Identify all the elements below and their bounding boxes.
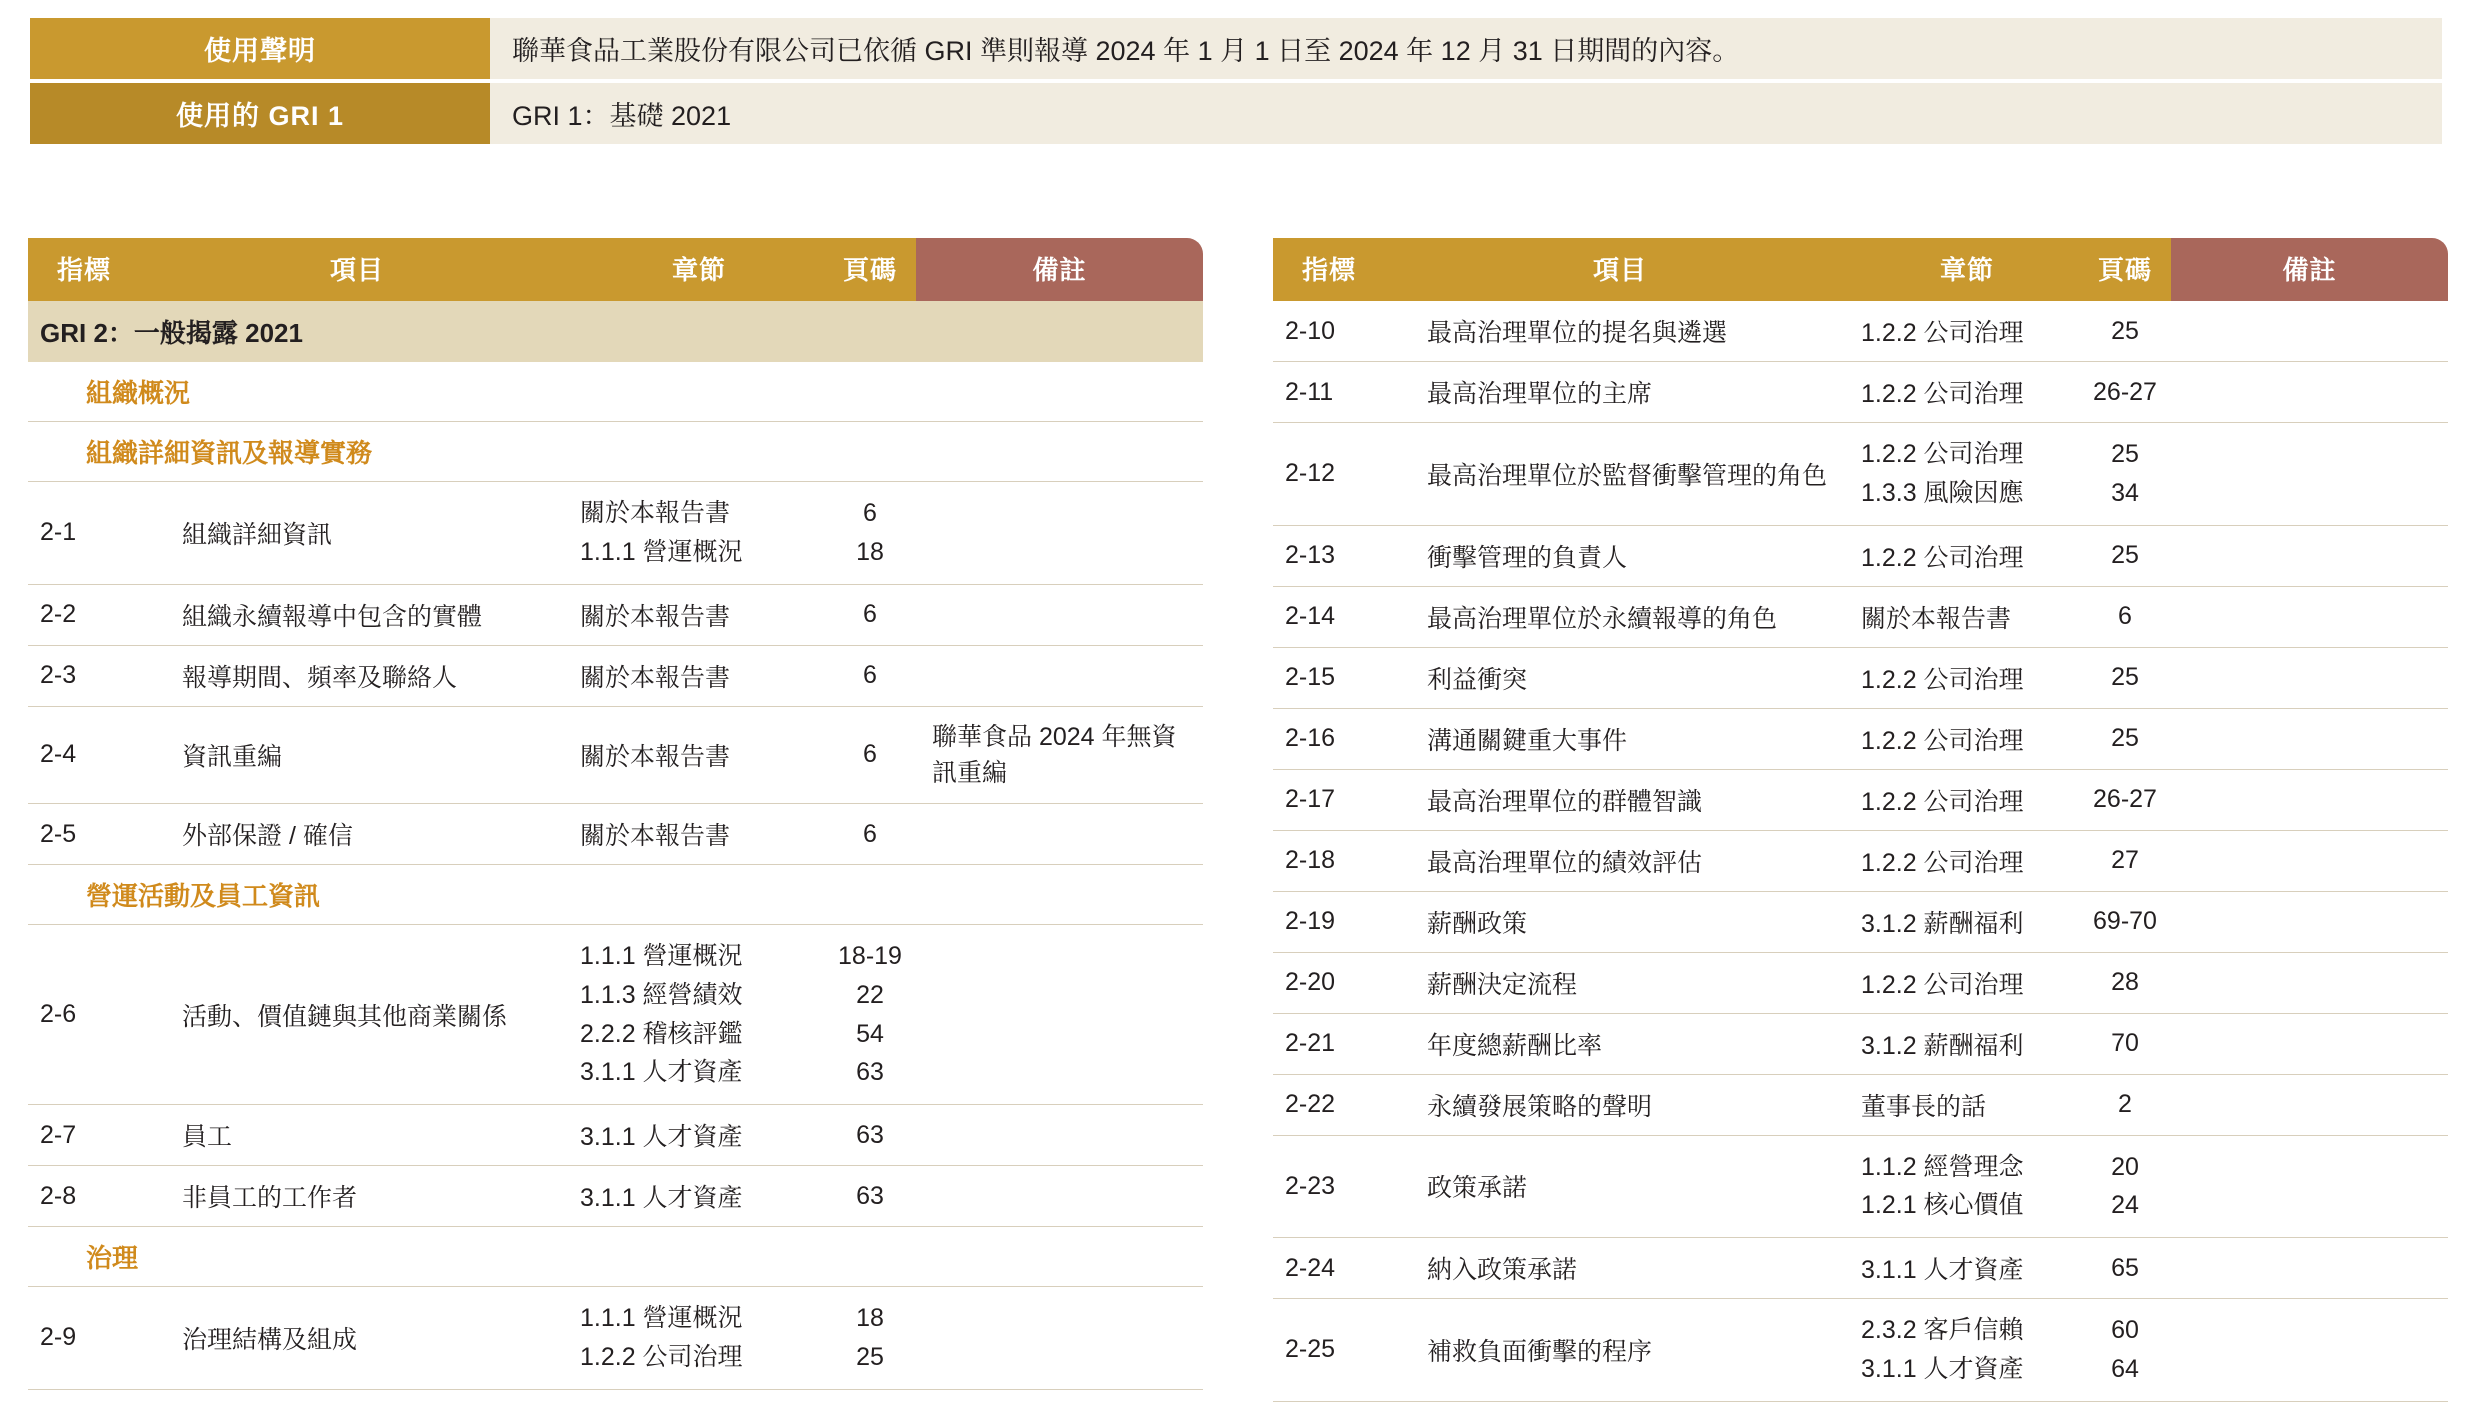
- cell-item: 政策承諾: [1385, 1135, 1855, 1238]
- cell-page: [824, 482, 916, 585]
- cell-item: 利益衝突: [1385, 647, 1855, 708]
- page-line: 54: [856, 1019, 884, 1048]
- cell-item: 組織詳細資訊: [140, 482, 574, 585]
- chapter-line: 3.1.1 人才資產: [580, 1058, 743, 1087]
- table-row: [1273, 1013, 2448, 1074]
- cell-page: 26-27: [2079, 769, 2171, 830]
- cell-chapter: 關於本報告書: [574, 645, 824, 706]
- table-row: [1273, 891, 2448, 952]
- statement-value-gri1: GRI 1：基礎 2021: [490, 83, 2442, 144]
- table-row: [1273, 423, 2448, 526]
- cell-indicator: 2-3: [28, 645, 140, 706]
- cell-item: 最高治理單位的群體智識: [1385, 769, 1855, 830]
- cell-remark: [2171, 1135, 2448, 1238]
- cell-remark: [2171, 301, 2448, 362]
- cell-remark: [2171, 830, 2448, 891]
- page-line: 18: [856, 1304, 884, 1332]
- cell-chapter: 3.1.1 人才資產: [574, 1166, 824, 1227]
- cell-page: 6: [824, 804, 916, 865]
- cell-page: 63: [824, 1166, 916, 1227]
- chapter-line: 關於本報告書: [580, 499, 731, 527]
- cell-indicator: 2-25: [1273, 1299, 1385, 1402]
- page-line: 6: [863, 499, 877, 527]
- cell-page: 25: [2079, 525, 2171, 586]
- page-line: 64: [2111, 1354, 2139, 1383]
- header-page: 頁碼: [2079, 238, 2171, 301]
- cell-indicator: 2-18: [1273, 830, 1385, 891]
- cell-chapter: 關於本報告書: [1855, 586, 2079, 647]
- gri-table-right: [1273, 238, 2448, 1402]
- table-row: [28, 1105, 1203, 1166]
- cell-page: 28: [2079, 952, 2171, 1013]
- cell-indicator: 2-15: [1273, 647, 1385, 708]
- subheading-label: 營運活動及員工資訊: [28, 865, 1203, 925]
- cell-indicator: 2-13: [1273, 525, 1385, 586]
- cell-item: 納入政策承諾: [1385, 1238, 1855, 1299]
- cell-item: 衝擊管理的負責人: [1385, 525, 1855, 586]
- table-row: [1273, 1074, 2448, 1135]
- cell-remark: [916, 1287, 1203, 1390]
- cell-page: 63: [824, 1105, 916, 1166]
- statement-label-gri1: 使用的 GRI 1: [30, 83, 490, 144]
- header-item: 項目: [1385, 238, 1855, 301]
- subheading-row: [28, 362, 1203, 422]
- table-row: [1273, 301, 2448, 362]
- cell-chapter: 1.2.2 公司治理: [1855, 647, 2079, 708]
- header-remark: 備註: [2171, 238, 2448, 301]
- cell-chapter: [1855, 423, 2079, 526]
- cell-chapter: [574, 482, 824, 585]
- table-row: [28, 482, 1203, 585]
- cell-chapter: 1.2.2 公司治理: [1855, 769, 2079, 830]
- cell-page: [2079, 1135, 2171, 1238]
- header-chapter: 章節: [574, 238, 824, 301]
- table-row: [28, 645, 1203, 706]
- cell-chapter: 3.1.1 人才資產: [1855, 1238, 2079, 1299]
- cell-chapter: 3.1.2 薪酬福利: [1855, 1013, 2079, 1074]
- page-line: 34: [2111, 478, 2139, 507]
- cell-page: 25: [2079, 708, 2171, 769]
- table-row: [1273, 952, 2448, 1013]
- cell-remark: [916, 925, 1203, 1105]
- cell-indicator: 2-9: [28, 1287, 140, 1390]
- table-header-row: [1273, 238, 2448, 301]
- page-line: 18: [856, 537, 884, 566]
- cell-indicator: 2-14: [1273, 586, 1385, 647]
- cell-page: 27: [2079, 830, 2171, 891]
- chapter-line: 1.1.1 營運概況: [580, 942, 743, 970]
- cell-chapter: 關於本報告書: [574, 804, 824, 865]
- cell-remark: [2171, 647, 2448, 708]
- header-chapter: 章節: [1855, 238, 2079, 301]
- gri-index-tables: [28, 238, 2448, 1402]
- cell-indicator: 2-21: [1273, 1013, 1385, 1074]
- table-row: [1273, 708, 2448, 769]
- statement-row-gri1: [30, 83, 2442, 144]
- cell-item: 資訊重編: [140, 706, 574, 804]
- cell-item: 最高治理單位的績效評估: [1385, 830, 1855, 891]
- cell-item: 最高治理單位於監督衝擊管理的角色: [1385, 423, 1855, 526]
- cell-remark: [916, 645, 1203, 706]
- cell-item: 外部保證 / 確信: [140, 804, 574, 865]
- cell-remark: [2171, 891, 2448, 952]
- chapter-line: 1.2.1 核心價值: [1861, 1191, 2024, 1220]
- cell-remark: [2171, 525, 2448, 586]
- cell-remark: [2171, 1238, 2448, 1299]
- table-row: [28, 1166, 1203, 1227]
- cell-item: 最高治理單位的提名與遴選: [1385, 301, 1855, 362]
- table-row: [1273, 830, 2448, 891]
- cell-remark: [2171, 769, 2448, 830]
- header-remark: 備註: [916, 238, 1203, 301]
- cell-item: 薪酬政策: [1385, 891, 1855, 952]
- cell-remark: [2171, 586, 2448, 647]
- cell-indicator: 2-5: [28, 804, 140, 865]
- statement-row-usage: [30, 18, 2442, 79]
- cell-chapter: 1.2.2 公司治理: [1855, 952, 2079, 1013]
- cell-indicator: 2-11: [1273, 362, 1385, 423]
- cell-chapter: 1.2.2 公司治理: [1855, 301, 2079, 362]
- cell-indicator: 2-1: [28, 482, 140, 585]
- section-band-label: GRI 2：一般揭露 2021: [28, 301, 1203, 362]
- header-page: 頁碼: [824, 238, 916, 301]
- chapter-line: 1.1.3 經營績效: [580, 980, 743, 1009]
- table-header-row: [28, 238, 1203, 301]
- cell-item: 活動、價值鏈與其他商業關係: [140, 925, 574, 1105]
- cell-item: 薪酬決定流程: [1385, 952, 1855, 1013]
- cell-remark: [916, 584, 1203, 645]
- cell-page: [824, 1287, 916, 1390]
- chapter-line: 3.1.1 人才資產: [1861, 1354, 2024, 1383]
- subheading-label: 組織概況: [28, 362, 1203, 422]
- cell-remark: [2171, 423, 2448, 526]
- page-line: 22: [856, 980, 884, 1009]
- cell-page: 2: [2079, 1074, 2171, 1135]
- subheading-label: 治理: [28, 1227, 1203, 1287]
- cell-remark: 聯華食品 2024 年無資訊重編: [916, 706, 1203, 804]
- table-row: [28, 1287, 1203, 1390]
- cell-indicator: 2-19: [1273, 891, 1385, 952]
- cell-remark: [916, 482, 1203, 585]
- table-row: [1273, 586, 2448, 647]
- statement-block: [30, 18, 2442, 148]
- chapter-line: 1.1.2 經營理念: [1861, 1152, 2024, 1181]
- cell-page: 6: [824, 645, 916, 706]
- cell-remark: [2171, 1299, 2448, 1402]
- cell-page: 70: [2079, 1013, 2171, 1074]
- chapter-line: 1.3.3 風險因應: [1861, 478, 2024, 507]
- subheading-row: [28, 1227, 1203, 1287]
- chapter-line: 1.2.2 公司治理: [1861, 440, 2024, 468]
- cell-page: [2079, 1299, 2171, 1402]
- left-table-body: [28, 301, 1203, 1389]
- cell-item: 組織永續報導中包含的實體: [140, 584, 574, 645]
- cell-page: 69-70: [2079, 891, 2171, 952]
- cell-chapter: 1.2.2 公司治理: [1855, 708, 2079, 769]
- page-line: 63: [856, 1058, 884, 1087]
- chapter-line: 1.1.1 營運概況: [580, 1304, 743, 1332]
- right-table-body: [1273, 301, 2448, 1401]
- cell-item: 最高治理單位的主席: [1385, 362, 1855, 423]
- cell-indicator: 2-6: [28, 925, 140, 1105]
- statement-value-usage: 聯華食品工業股份有限公司已依循 GRI 準則報導 2024 年 1 月 1 日至 2024 年 12 月 31 日期間的內容。: [490, 18, 2442, 79]
- cell-chapter: [1855, 1135, 2079, 1238]
- header-indicator: 指標: [1273, 238, 1385, 301]
- table-row: [28, 584, 1203, 645]
- cell-item: 治理結構及組成: [140, 1287, 574, 1390]
- cell-item: 非員工的工作者: [140, 1166, 574, 1227]
- cell-chapter: 3.1.2 薪酬福利: [1855, 891, 2079, 952]
- cell-item: 年度總薪酬比率: [1385, 1013, 1855, 1074]
- cell-chapter: 1.2.2 公司治理: [1855, 525, 2079, 586]
- page-line: 18-19: [838, 942, 902, 970]
- chapter-line: 2.2.2 稽核評鑑: [580, 1019, 743, 1048]
- cell-indicator: 2-24: [1273, 1238, 1385, 1299]
- section-band-row: [28, 301, 1203, 362]
- cell-item: 報導期間、頻率及聯絡人: [140, 645, 574, 706]
- subheading-row: [28, 422, 1203, 482]
- cell-page: 6: [824, 584, 916, 645]
- cell-chapter: 關於本報告書: [574, 706, 824, 804]
- header-indicator: 指標: [28, 238, 140, 301]
- subheading-label: 組織詳細資訊及報導實務: [28, 422, 1203, 482]
- cell-indicator: 2-10: [1273, 301, 1385, 362]
- cell-page: [824, 925, 916, 1105]
- table-row: [1273, 1299, 2448, 1402]
- chapter-line: 1.1.1 營運概況: [580, 537, 743, 566]
- table-row: [1273, 362, 2448, 423]
- cell-indicator: 2-2: [28, 584, 140, 645]
- cell-chapter: [1855, 1299, 2079, 1402]
- gri-table-left: [28, 238, 1203, 1390]
- page-line: 25: [2111, 440, 2139, 468]
- cell-page: 6: [824, 706, 916, 804]
- cell-remark: [916, 1105, 1203, 1166]
- page-line: 24: [2111, 1191, 2139, 1220]
- cell-remark: [2171, 1013, 2448, 1074]
- table-row: [28, 925, 1203, 1105]
- page-line: 60: [2111, 1316, 2139, 1344]
- table-row: [1273, 1135, 2448, 1238]
- page-line: 25: [856, 1342, 884, 1371]
- cell-remark: [2171, 708, 2448, 769]
- cell-chapter: 關於本報告書: [574, 584, 824, 645]
- cell-indicator: 2-20: [1273, 952, 1385, 1013]
- cell-page: [2079, 423, 2171, 526]
- cell-page: 65: [2079, 1238, 2171, 1299]
- cell-remark: [2171, 1074, 2448, 1135]
- table-row: [1273, 1238, 2448, 1299]
- cell-page: 25: [2079, 647, 2171, 708]
- cell-remark: [2171, 362, 2448, 423]
- cell-indicator: 2-23: [1273, 1135, 1385, 1238]
- cell-chapter: 3.1.1 人才資產: [574, 1105, 824, 1166]
- cell-chapter: 1.2.2 公司治理: [1855, 362, 2079, 423]
- cell-indicator: 2-12: [1273, 423, 1385, 526]
- cell-remark: [916, 804, 1203, 865]
- table-row: [1273, 647, 2448, 708]
- cell-remark: [916, 1166, 1203, 1227]
- subheading-row: [28, 865, 1203, 925]
- cell-chapter: [574, 925, 824, 1105]
- cell-indicator: 2-16: [1273, 708, 1385, 769]
- header-item: 項目: [140, 238, 574, 301]
- cell-indicator: 2-22: [1273, 1074, 1385, 1135]
- cell-item: 員工: [140, 1105, 574, 1166]
- cell-item: 永續發展策略的聲明: [1385, 1074, 1855, 1135]
- cell-page: 26-27: [2079, 362, 2171, 423]
- cell-indicator: 2-17: [1273, 769, 1385, 830]
- table-row: [28, 706, 1203, 804]
- cell-item: 補救負面衝擊的程序: [1385, 1299, 1855, 1402]
- cell-chapter: 董事長的話: [1855, 1074, 2079, 1135]
- cell-item: 溝通關鍵重大事件: [1385, 708, 1855, 769]
- table-row: [28, 804, 1203, 865]
- right-table-column: [1273, 238, 2448, 1402]
- page-line: 20: [2111, 1152, 2139, 1181]
- cell-page: 25: [2079, 301, 2171, 362]
- cell-item: 最高治理單位於永續報導的角色: [1385, 586, 1855, 647]
- cell-indicator: 2-8: [28, 1166, 140, 1227]
- left-table-column: [28, 238, 1203, 1402]
- table-row: [1273, 769, 2448, 830]
- cell-indicator: 2-7: [28, 1105, 140, 1166]
- table-row: [1273, 525, 2448, 586]
- chapter-line: 2.3.2 客戶信賴: [1861, 1316, 2024, 1344]
- cell-indicator: 2-4: [28, 706, 140, 804]
- cell-remark: [2171, 952, 2448, 1013]
- cell-chapter: 1.2.2 公司治理: [1855, 830, 2079, 891]
- cell-chapter: [574, 1287, 824, 1390]
- chapter-line: 1.2.2 公司治理: [580, 1342, 743, 1371]
- cell-page: 6: [2079, 586, 2171, 647]
- statement-label-usage: 使用聲明: [30, 18, 490, 79]
